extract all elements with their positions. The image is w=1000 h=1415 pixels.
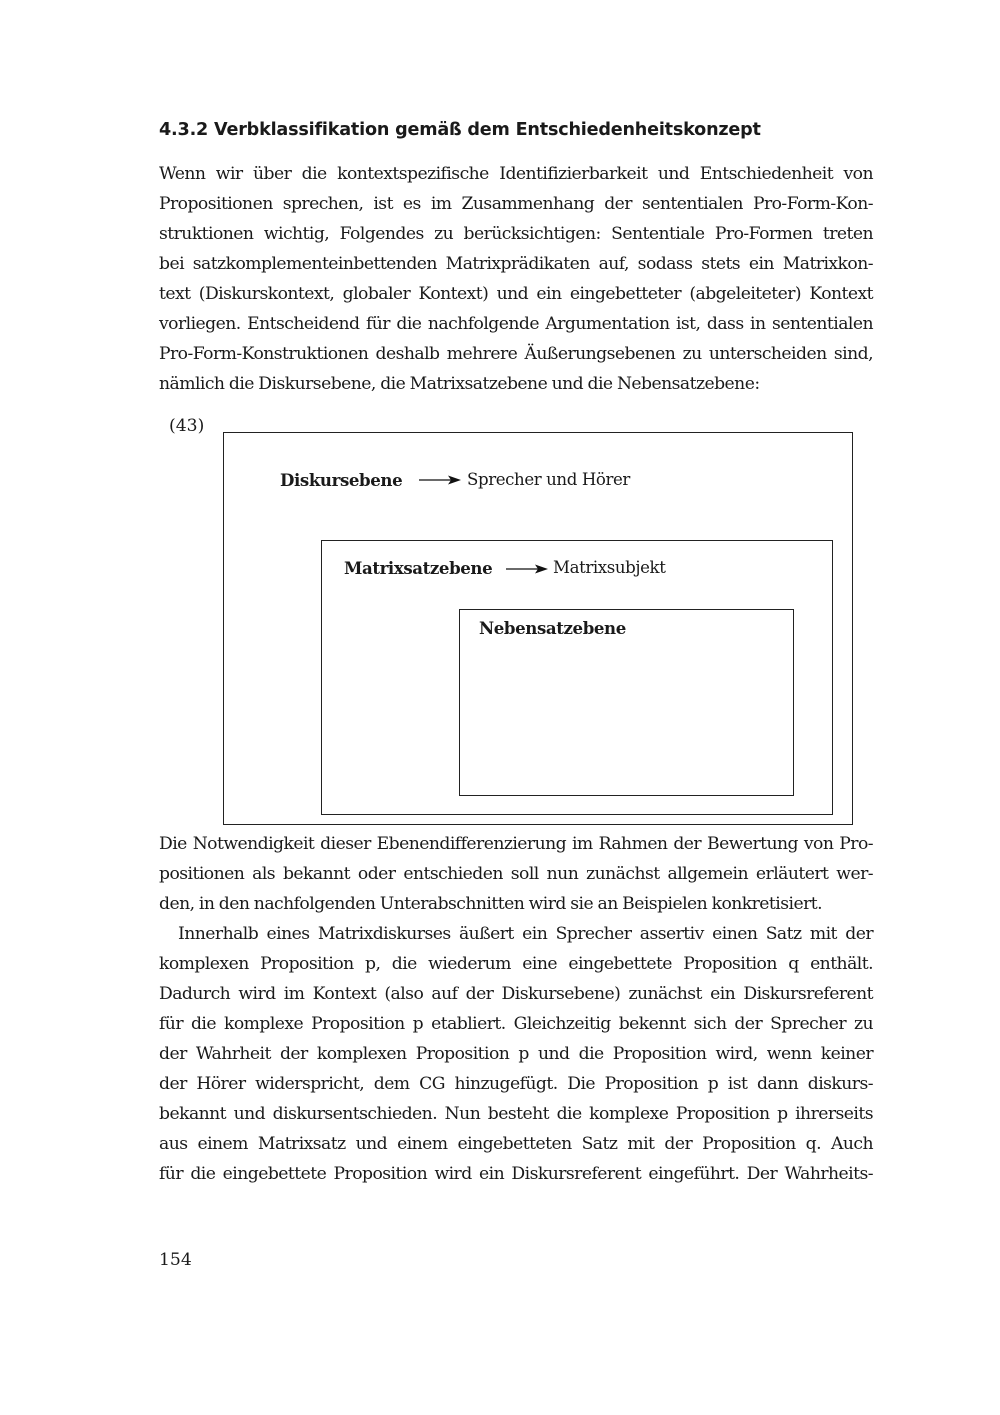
paragraph1-line: vorliegen. Entscheidend für die nachfolgende Argumentation ist, dass in sententialen — [159, 314, 873, 334]
example-number: (43) — [169, 416, 205, 436]
page-number: 154 — [159, 1250, 192, 1270]
paragraph1-line: struktionen wichtig, Folgendes zu berücksichtigen: Sententiale Pro-Formen treten — [159, 224, 873, 244]
paragraph3-line: Dadurch wird im Kontext (also auf der Diskursebene) zunächst ein Diskursreferent — [159, 984, 873, 1004]
paragraph3-line: für die eingebettete Proposition wird ein Diskursreferent eingeführt. Der Wahrheits- — [159, 1164, 873, 1184]
paragraph2-line: Die Notwendigkeit dieser Ebenendifferenzierung im Rahmen der Bewertung von Pro- — [159, 834, 873, 854]
paragraph3-line: für die komplexe Proposition p etabliert. Gleichzeitig bekennt sich der Sprecher zu — [159, 1014, 873, 1034]
paragraph3-line: aus einem Matrixsatz und einem eingebetteten Satz mit der Proposition q. Auch — [159, 1134, 873, 1154]
paragraph2-line: positionen als bekannt oder entschieden soll nun zunächst allgemein erläutert wer- — [159, 864, 873, 884]
right-arrow-icon — [505, 561, 549, 577]
paragraph1-line: Propositionen sprechen, ist es im Zusammenhang der sententialen Pro-Form-Kon- — [159, 194, 873, 214]
paragraph1-line: nämlich die Diskursebene, die Matrixsatzebene und die Nebensatzebene: — [159, 374, 760, 394]
paragraph3-line: Innerhalb eines Matrixdiskurses äußert ein Sprecher assertiv einen Satz mit der — [178, 924, 873, 944]
subordinate-level-label: Nebensatzebene — [479, 618, 626, 638]
paragraph1-line: text (Diskurskontext, globaler Kontext) und ein eingebetteter (abgeleiteter) Kontext — [159, 284, 873, 304]
paragraph3-line: bekannt und diskursentschieden. Nun besteht die komplexe Proposition p ihrerseits — [159, 1104, 873, 1124]
matrix-level-label: Matrixsatzebene — [344, 558, 493, 578]
right-arrow-icon — [418, 472, 462, 488]
paragraph2-line: den, in den nachfolgenden Unterabschnitten wird sie an Beispielen konkretisiert. — [159, 894, 823, 914]
discourse-level-label: Diskursebene — [280, 470, 403, 490]
paragraph1-line: bei satzkomplementeinbettenden Matrixprädikaten auf, sodass stets ein Matrixkon- — [159, 254, 873, 274]
paragraph3-line: der Hörer widerspricht, dem CG hinzugefügt. Die Proposition p ist dann diskurs- — [159, 1074, 873, 1094]
paragraph3-line: der Wahrheit der komplexen Proposition p und die Proposition wird, wenn keiner — [159, 1044, 873, 1064]
paragraph1-line: Pro-Form-Konstruktionen deshalb mehrere Äußerungsebenen zu unterscheiden sind, — [159, 344, 873, 364]
matrix-level-target: Matrixsubjekt — [553, 558, 666, 577]
paragraph1-line: Wenn wir über die kontextspezifische Identifizierbarkeit und Entschiedenheit von — [159, 164, 873, 184]
discourse-level-target: Sprecher und Hörer — [467, 470, 630, 489]
section-heading: 4.3.2 Verbklassifikation gemäß dem Entschiedenheitskonzept — [159, 120, 761, 140]
paragraph3-line: komplexen Proposition p, die wiederum eine eingebettete Proposition q enthält. — [159, 954, 873, 974]
